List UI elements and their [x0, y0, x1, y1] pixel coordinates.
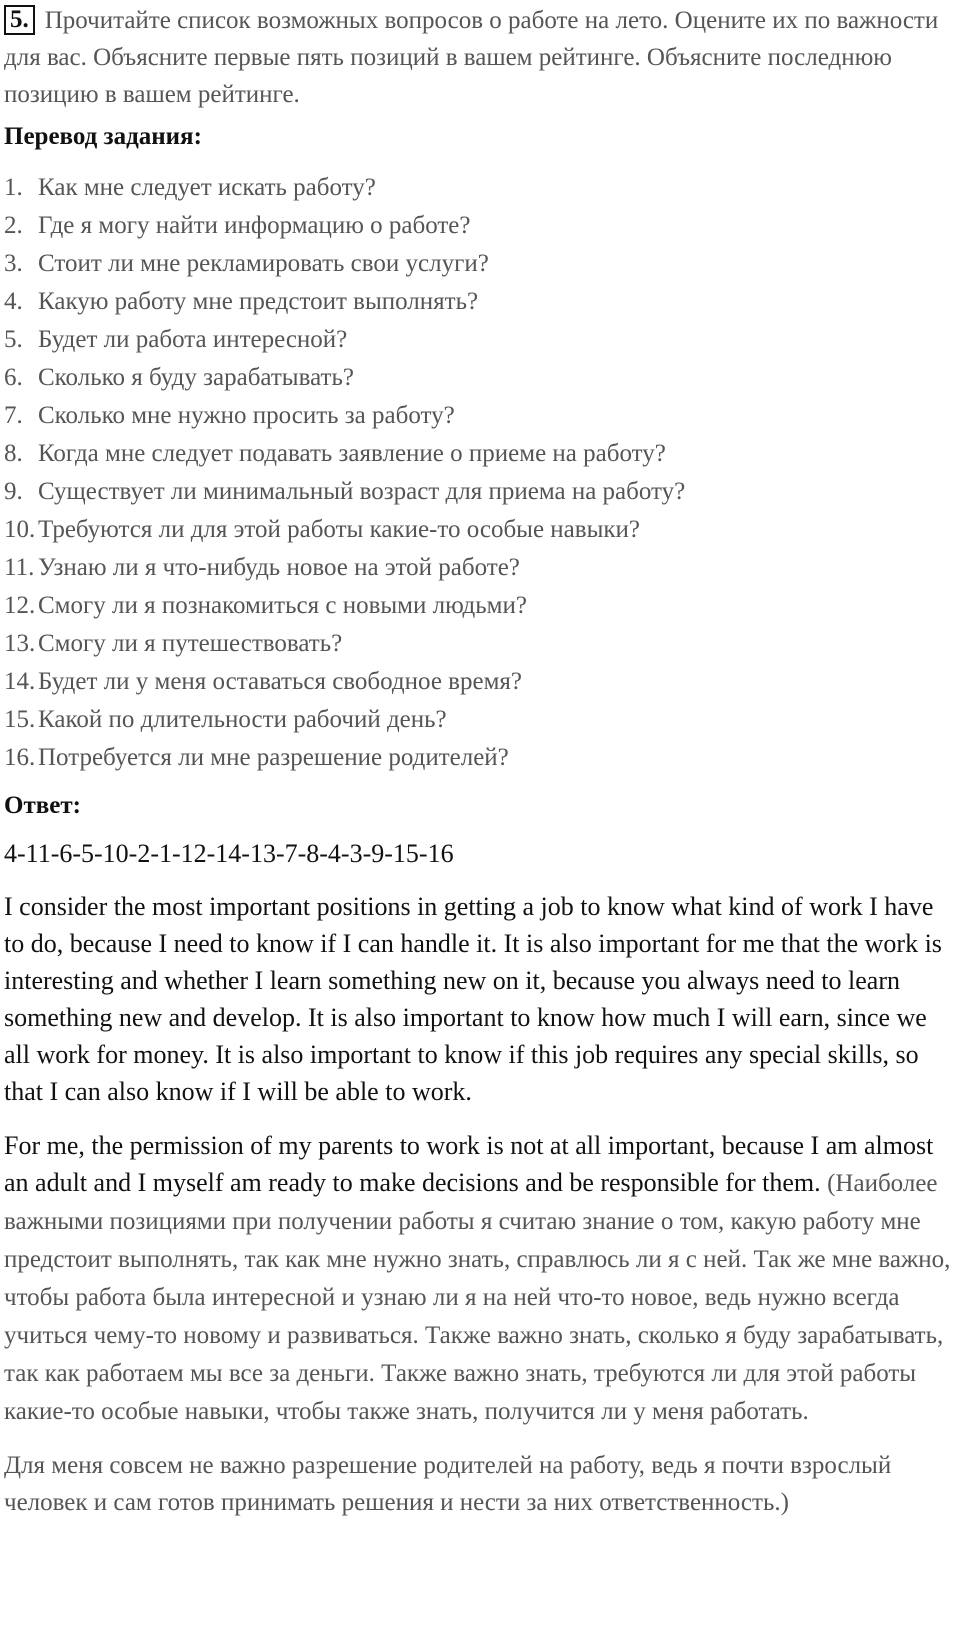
answer-paragraph-2: [4, 1127, 954, 1430]
list-item-number: 1.: [4, 174, 23, 201]
list-item-text: Требуются ли для этой работы какие-то особые навыки?: [38, 516, 641, 543]
list-item-number: 11.: [4, 554, 35, 581]
list-item-text: Будет ли у меня оставаться свободное время?: [38, 668, 522, 695]
list-item-text: Как мне следует искать работу?: [38, 174, 376, 201]
list-item-number: 14.: [4, 668, 36, 695]
list-item-number: 7.: [4, 402, 23, 429]
list-item-text: Потребуется ли мне разрешение родителей?: [38, 744, 509, 771]
list-item: [4, 511, 954, 549]
translation-heading: Перевод задания:: [4, 123, 202, 150]
list-item: [4, 321, 954, 359]
list-item: [4, 663, 954, 701]
list-item-number: 16.: [4, 744, 36, 771]
list-item: [4, 359, 954, 397]
answer-paragraph-3: Для меня совсем не важно разрешение родителей на работу, ведь я почти взрослый человек и сам готов принимать решения и нести за них ответственность.): [4, 1452, 892, 1516]
list-item-number: 2.: [4, 212, 23, 239]
list-item-text: Стоит ли мне рекламировать свои услуги?: [38, 250, 489, 277]
list-item: [4, 397, 954, 435]
question-list: [4, 169, 954, 777]
list-item-text: Узнаю ли я что-нибудь новое на этой работе?: [38, 554, 520, 581]
list-item-number: 5.: [4, 326, 23, 353]
list-item-number: 15.: [4, 706, 36, 733]
list-item-text: Будет ли работа интересной?: [38, 326, 348, 353]
list-item: [4, 207, 954, 245]
list-item-text: Какую работу мне предстоит выполнять?: [38, 288, 479, 315]
list-item-number: 4.: [4, 288, 23, 315]
answer-paragraph-2-russian: (Наиболее важными позициями при получении работы я считаю знание о том, какую работу мне предстоит выполнять, так как мне нужно знать, справлюсь ли я с ней. Так же мне важно, чтобы работа была интересной и узнаю ли я на ней что-то новое, ведь нужно всегда учиться чему-то новому и развиваться. Также важно знать, сколько я буду зарабатывать, так как работаем мы все за деньги. Также важно знать, требуются ли для этой работы какие-то особые навыки, чтобы также знать, получится ли у меня работать.: [4, 1170, 951, 1425]
document-page: [4, 0, 954, 1521]
list-item: [4, 473, 954, 511]
list-item: [4, 701, 954, 739]
list-item-number: 8.: [4, 440, 23, 467]
answer-heading: Ответ:: [4, 792, 81, 819]
list-item-text: Сколько я буду зарабатывать?: [38, 364, 354, 391]
list-item-text: Сколько мне нужно просить за работу?: [38, 402, 455, 429]
list-item-number: 9.: [4, 478, 23, 505]
list-item-text: Когда мне следует подавать заявление о приеме на работу?: [38, 440, 666, 467]
ranking-sequence: 4-11-6-5-10-2-1-12-14-13-7-8-4-3-9-15-16: [4, 839, 454, 868]
list-item: [4, 435, 954, 473]
list-item-text: Какой по длительности рабочий день?: [38, 706, 447, 733]
list-item: [4, 625, 954, 663]
answer-paragraph-2-english: For me, the permission of my parents to work is not at all important, because I am almost an adult and I myself am ready to make decisions and be responsible for them.: [4, 1131, 934, 1197]
list-item-text: Существует ли минимальный возраст для приема на работу?: [38, 478, 686, 505]
answer-paragraph-1: I consider the most important positions in getting a job to know what kind of work I have to do, because I need to know if I can handle it. It is also important for me that the work is interesting and whether I learn something new on it, because you always need to learn something new and develop. It is also important to know how much I will earn, since we all work for money. It is also important to know if this job requires any special skills, so that I can also know if I will be able to work.: [4, 892, 942, 1106]
list-item: [4, 169, 954, 207]
list-item-number: 6.: [4, 364, 23, 391]
task-number-badge: 5.: [4, 5, 35, 35]
list-item-number: 12.: [4, 592, 36, 619]
list-item-number: 10.: [4, 516, 36, 543]
list-item: [4, 245, 954, 283]
list-item: [4, 587, 954, 625]
list-item-number: 3.: [4, 250, 23, 277]
list-item-text: Смогу ли я познакомиться с новыми людьми?: [38, 592, 527, 619]
list-item: [4, 283, 954, 321]
list-item-text: Смогу ли я путешествовать?: [38, 630, 343, 657]
list-item: [4, 739, 954, 777]
list-item-text: Где я могу найти информацию о работе?: [38, 212, 471, 239]
task-text: Прочитайте список возможных вопросов о работе на лето. Оцените их по важности для вас. Объясните первые пять позиций в вашем рейтинге. Объясните последнюю позицию в вашем рейтинге.: [4, 7, 939, 108]
task-statement: [4, 2, 954, 113]
list-item: [4, 549, 954, 587]
list-item-number: 13.: [4, 630, 36, 657]
